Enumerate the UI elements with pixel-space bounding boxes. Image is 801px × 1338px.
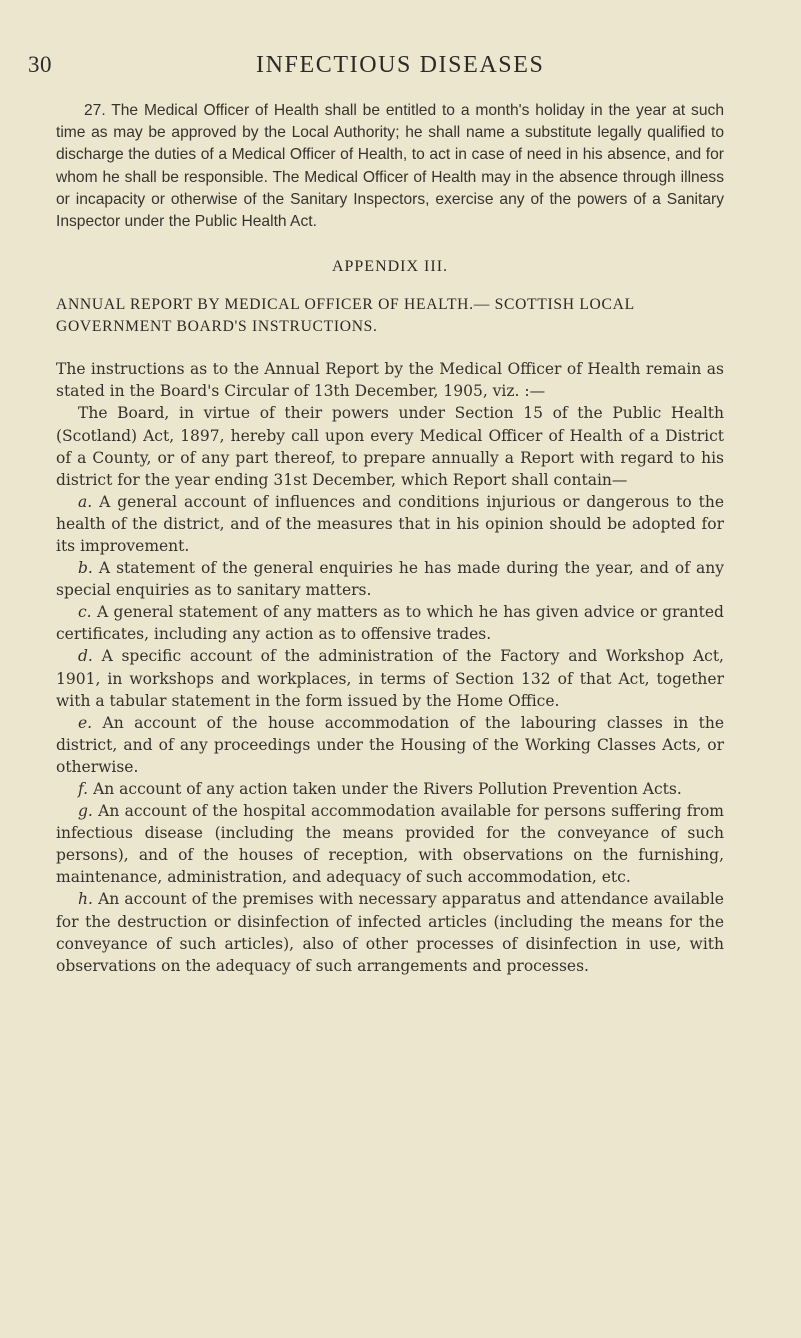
paragraph-27: 27. The Medical Officer of Health shall be entitled to a month's holiday in the year at such time as may be approved by the Local Authority; he shall name a substitute legally qualified to discharge the duties of a Medical Officer of Health, to act in case of need in his absence, and for whom he shall be responsible. The Medical Officer of Health may in the absence through illness or incapacity or otherwise of the Sanitary Inspectors, exercise any of the powers of a Sanitary Inspector under the Public Health Act.	[56, 102, 724, 231]
item-letter: b.	[78, 559, 93, 578]
list-item	[56, 712, 724, 778]
list-item	[56, 645, 724, 711]
report-title: ANNUAL REPORT BY MEDICAL OFFICER OF HEALTH.— SCOTTISH LOCAL GOVERNMENT BOARD'S INSTRUCTIONS.	[56, 296, 635, 336]
page-header	[0, 52, 801, 84]
item-text: An account of any action taken under the Rivers Pollution Prevention Acts.	[93, 780, 682, 798]
item-text: A specific account of the administration of the Factory and Workshop Act, 1901, in workshops and workplaces, in terms of Section 132 of that Act, together with a tabular statement in the form issued by the Home Office.	[56, 647, 724, 710]
item-letter: c.	[78, 603, 92, 622]
page-number: 30	[28, 52, 52, 77]
list-item	[56, 778, 724, 800]
page-body	[56, 100, 724, 977]
item-letter: e.	[78, 713, 93, 732]
list-item	[56, 557, 724, 601]
list-item	[56, 601, 724, 645]
item-text: An account of the house accommodation of the labouring classes in the district, and of any proceedings under the Housing of the Working Classes Acts, or otherwise.	[56, 713, 724, 776]
item-text: A statement of the general enquiries he has made during the year, and of any special enquiries as to sanitary matters.	[56, 559, 725, 600]
list-item	[56, 800, 724, 888]
item-letter: g.	[78, 802, 93, 821]
list-item	[56, 491, 724, 557]
item-text: An account of the hospital accommodation available for persons suffering from infectious disease (including the means provided for the conveyance of such persons), and of the houses of reception, with observations on the furnishing, maintenance, administration, and adequacy of such accommodation, etc.	[56, 802, 724, 887]
board-text: The Board, in virtue of their powers under Section 15 of the Public Health (Scotland) Act, 1897, hereby call upon every Medical Officer of Health of a District of a County, or of any part thereof, to prepare annually a Report with regard to his district for the year ending 31st December, which Report shall contain—	[56, 404, 724, 489]
item-letter: h.	[78, 890, 93, 909]
item-text: A general account of influences and conditions injurious or dangerous to the health of the district, and of the measures that in his opinion should be adopted for its improvement.	[56, 492, 724, 555]
item-text: A general statement of any matters as to which he has given advice or granted certificates, including any action as to offensive trades.	[56, 603, 724, 644]
appendix-title: APPENDIX III.	[331, 258, 449, 276]
item-letter: f.	[78, 780, 89, 798]
item-letter: a.	[78, 492, 93, 511]
list-item	[56, 888, 724, 976]
instructions-intro: The instructions as to the Annual Report by the Medical Officer of Health remain as stated in the Board's Circular of 13th December, 1905, viz. :—	[56, 360, 724, 401]
instructions-block	[56, 358, 724, 977]
running-title: INFECTIOUS DISEASES	[256, 52, 545, 78]
item-text: An account of the premises with necessary apparatus and attendance available for the destruction or disinfection of infected articles (including the means for the conveyance of such articles), also of other processes of disinfection in use, with observations on the adequacy of such arrangements and processes.	[56, 890, 724, 975]
item-letter: d.	[78, 647, 93, 666]
